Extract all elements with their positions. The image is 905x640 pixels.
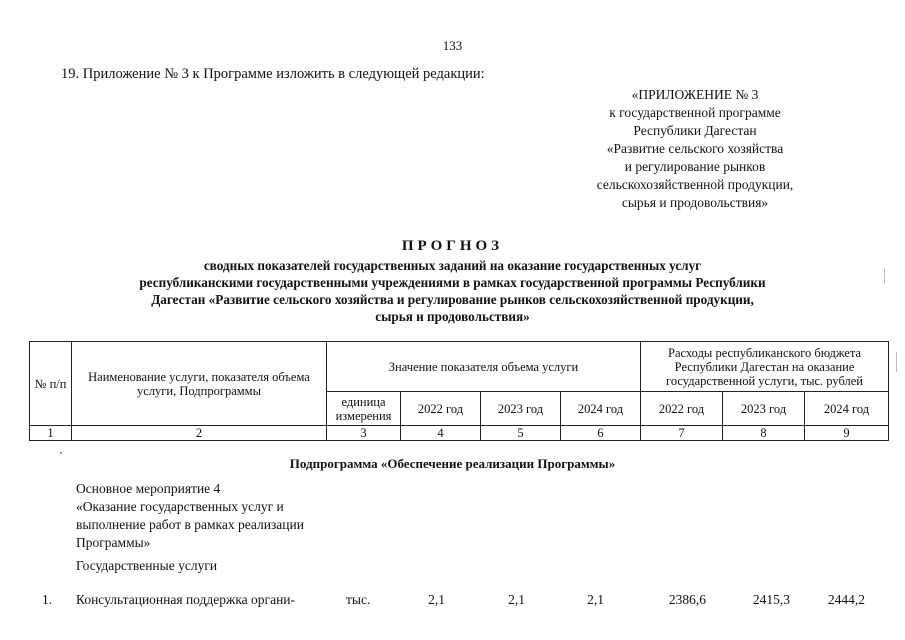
column-number: 5 — [481, 426, 561, 441]
document-title: ПРОГНОЗ — [401, 238, 504, 254]
column-number: 2 — [72, 426, 327, 441]
appendix-line: к государственной программе — [609, 105, 781, 120]
row-expense-2023: 2415,3 — [752, 592, 790, 607]
header-year: 2022 год — [401, 392, 481, 426]
intro-text: 19. Приложение № 3 к Программе изложить в следующей редакции: — [61, 66, 485, 82]
row-volume-2024: 2,1 — [587, 592, 604, 607]
document-title-block — [80, 238, 825, 325]
subtitle-line: Дагестан «Развитие сельского хозяйства и регулирование рынков сельскохозяйственной продукции, — [151, 292, 754, 307]
header-year: 2023 год — [481, 392, 561, 426]
row-volume-2023: 2,1 — [508, 592, 525, 607]
appendix-line: сырья и продовольствия» — [621, 195, 769, 210]
appendix-line: сельскохозяйственной продукции, — [596, 177, 794, 192]
subtitle-line: сводных показателей государственных заданий на оказание государственных услуг — [203, 258, 702, 273]
forecast-table — [29, 341, 889, 441]
appendix-line: «ПРИЛОЖЕНИЕ № 3 — [631, 87, 759, 102]
gov-services-label: Государственные услуги — [76, 558, 218, 573]
scan-artifact — [884, 268, 885, 284]
header-year-expenses: 2023 год — [723, 392, 805, 426]
row-number: 1. — [42, 592, 53, 607]
header-volume-group: Значение показателя объема услуги — [327, 342, 641, 392]
header-service-name: Наименование услуги, показателя объема услуги, Подпрограммы — [72, 342, 327, 426]
header-year-expenses: 2024 год — [805, 392, 889, 426]
main-measure-line: выполнение работ в рамках реализации — [76, 517, 304, 532]
page-number: 133 — [442, 38, 463, 53]
column-number: 9 — [805, 426, 889, 441]
header-no: № п/п — [30, 342, 72, 426]
header-expenses-group: Расходы республиканского бюджета Республики Дагестан на оказание государственной услуги, тыс. рублей — [641, 342, 889, 392]
appendix-line: «Развитие сельского хозяйства — [606, 141, 784, 156]
row-unit: тыс. — [346, 592, 371, 607]
row-expense-2024: 2444,2 — [827, 592, 865, 607]
subtitle-line: сырья и продовольствия» — [375, 309, 530, 324]
column-number: 4 — [401, 426, 481, 441]
header-unit: единица измерения — [327, 392, 401, 426]
column-number: 1 — [30, 426, 72, 441]
appendix-line: Республики Дагестан — [633, 123, 757, 138]
main-measure-line: Программы» — [76, 535, 151, 550]
appendix-line: и регулирование рынков — [624, 159, 766, 174]
row-volume-2022: 2,1 — [428, 592, 445, 607]
subprogram-heading: Подпрограмма «Обеспечение реализации Программы» — [289, 456, 616, 471]
row-service-name: Консультационная поддержка органи- — [76, 592, 296, 607]
scan-artifact — [896, 352, 897, 372]
header-year-expenses: 2022 год — [641, 392, 723, 426]
column-number: 3 — [327, 426, 401, 441]
main-measure — [76, 480, 320, 552]
subtitle-line: республиканскими государственными учреждениями в рамках государственной программы Республики — [139, 275, 766, 290]
appendix-header — [560, 86, 830, 212]
row-expense-2022: 2386,6 — [668, 592, 706, 607]
scan-speck — [60, 452, 62, 454]
main-measure-line: Основное мероприятие 4 — [76, 481, 221, 496]
column-number: 8 — [723, 426, 805, 441]
main-measure-line: «Оказание государственных услуг и — [76, 499, 284, 514]
header-year: 2024 год — [561, 392, 641, 426]
column-number: 6 — [561, 426, 641, 441]
column-number: 7 — [641, 426, 723, 441]
